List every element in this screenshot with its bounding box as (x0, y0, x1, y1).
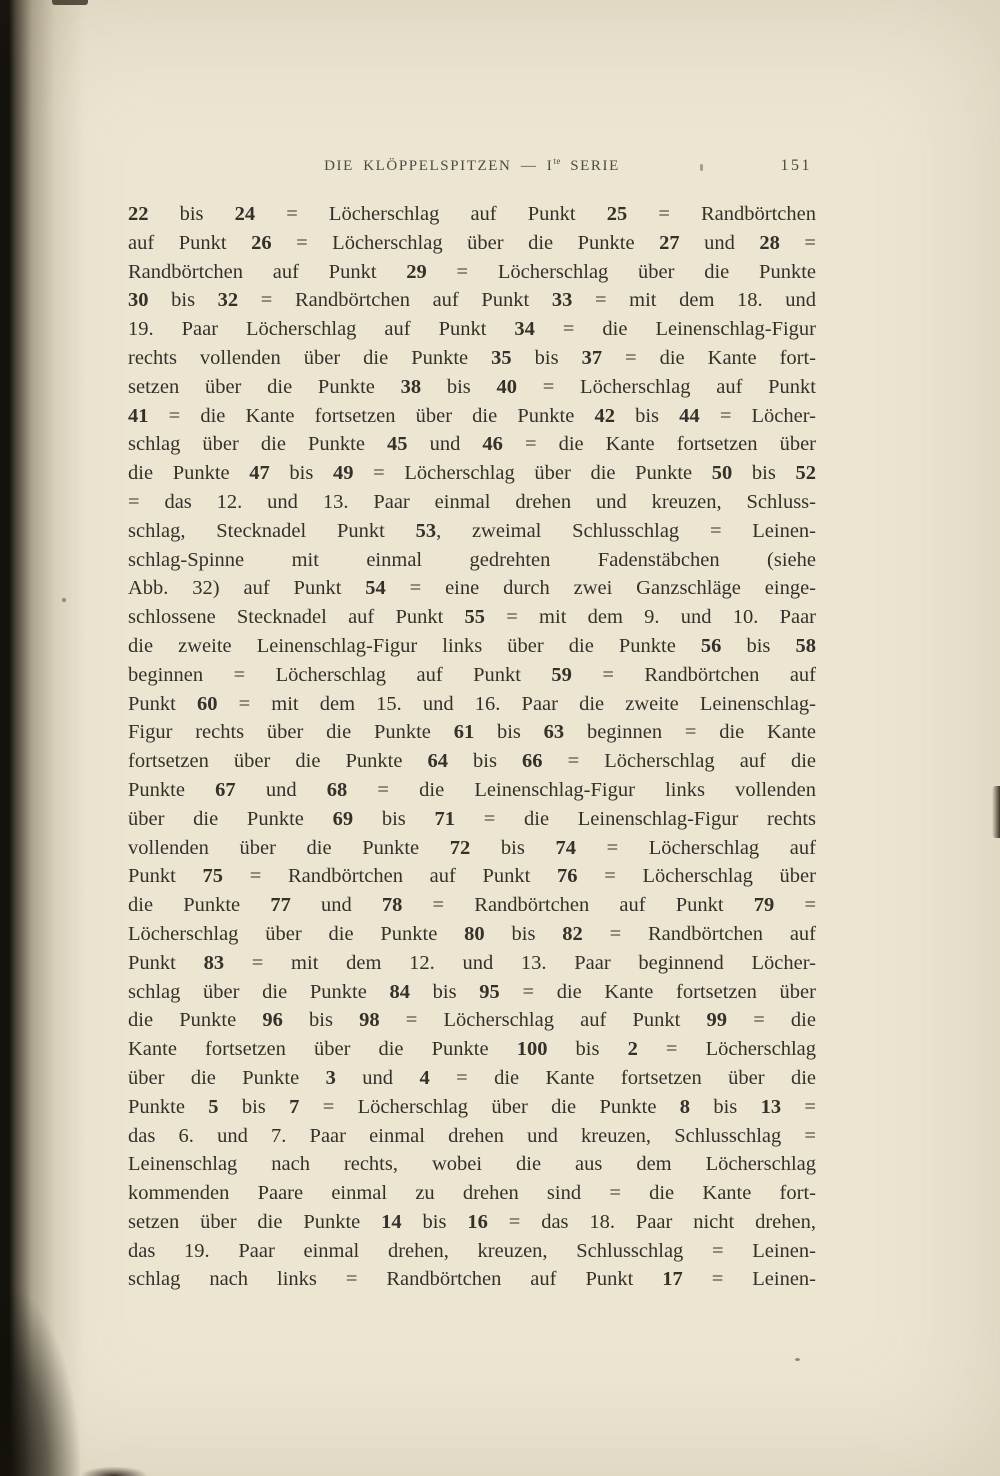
text-line (128, 1208, 816, 1237)
text-run: = mit dem 12. und 13. Paar beginnend Löcher- (224, 951, 816, 974)
text-line (128, 315, 816, 344)
text-run: = (779, 231, 816, 254)
text-line (128, 632, 816, 661)
running-title-tail: SERIE (560, 158, 620, 174)
point-number: 55 (464, 606, 486, 629)
text-line (128, 200, 816, 229)
point-number: 54 (365, 577, 386, 600)
text-run: das 19. Paar einmal drehen, kreuzen, Schlusschlag = Leinen- (128, 1239, 816, 1262)
point-number: 69 (332, 807, 354, 830)
text-run: = Löcherschlag (637, 1038, 816, 1061)
text-line (128, 949, 816, 978)
text-run: die Punkte (128, 462, 250, 485)
point-number: 78 (381, 894, 403, 917)
point-number: 49 (333, 462, 354, 485)
text-run: = Leinen- (682, 1268, 816, 1291)
text-run: Punkt (128, 951, 204, 974)
text-line (128, 286, 816, 315)
text-line (128, 690, 816, 719)
point-number: 26 (251, 231, 272, 254)
text-run: und (335, 1066, 420, 1089)
point-number: 82 (562, 922, 583, 945)
text-run: bis (410, 980, 480, 1003)
text-run: = Löcherschlag über die Punkte (426, 260, 816, 283)
point-number: 84 (389, 980, 410, 1003)
text-run: und (235, 778, 327, 801)
text-run: = mit dem 15. und 16. Paar die zweite Leinenschlag- (217, 692, 816, 715)
text-run: = die Kante fort- (602, 346, 816, 369)
page-content (128, 156, 816, 1294)
point-number: 59 (551, 663, 572, 686)
text-run: das 6. und 7. Paar einmal drehen und kreuzen, Schlusschlag = (128, 1124, 816, 1147)
text-run: = Löcherschlag über die Punkte (353, 462, 712, 485)
text-run: = Randbörtchen auf Punkt (238, 289, 552, 312)
point-number: 74 (555, 836, 576, 859)
point-number: 67 (215, 778, 236, 801)
point-number: 61 (453, 721, 475, 744)
point-number: 98 (359, 1009, 380, 1032)
text-line (128, 1122, 816, 1151)
text-run: bis (474, 721, 544, 744)
running-title-superscript: te (553, 156, 561, 166)
point-number: 17 (662, 1268, 683, 1291)
text-line (128, 459, 816, 488)
text-run: bis (401, 1210, 468, 1233)
point-number: 56 (700, 634, 722, 657)
text-line (128, 373, 816, 402)
text-run: Punkte (128, 1095, 209, 1118)
point-number: 40 (496, 375, 518, 398)
text-line (128, 1093, 816, 1122)
text-run: die zweite Leinenschlag-Figur links über die Punkte (128, 634, 701, 657)
text-run: bis (148, 289, 218, 312)
point-number: 66 (522, 750, 543, 773)
paper-speck (795, 1358, 800, 1361)
text-run: bis (484, 922, 563, 945)
text-line (128, 603, 816, 632)
text-run: = Randbörtchen auf Punkt (223, 865, 558, 888)
text-line (128, 1237, 816, 1266)
point-number: 22 (128, 203, 149, 225)
text-line (128, 1064, 816, 1093)
text-run: bis (721, 634, 796, 657)
page-number: 151 (780, 157, 812, 174)
point-number: 64 (427, 750, 448, 773)
text-run: über die Punkte (128, 807, 333, 830)
text-run: schlag über die Punkte (128, 433, 388, 456)
top-edge-mark (52, 0, 88, 5)
point-number: 2 (627, 1038, 638, 1061)
paper-speck (62, 598, 66, 602)
text-line (128, 747, 816, 776)
point-number: 29 (406, 260, 427, 283)
point-number: 41 (128, 404, 149, 427)
text-run: = das 12. und 13. Paar einmal drehen und kreuzen, Schluss- (128, 490, 816, 513)
text-run: schlossene Stecknadel auf Punkt (128, 606, 465, 629)
point-number: 13 (760, 1095, 782, 1118)
point-number: 28 (759, 231, 780, 254)
text-line (128, 891, 816, 920)
point-number: 34 (514, 318, 535, 341)
point-number: 42 (594, 404, 615, 427)
point-number: 77 (270, 894, 291, 917)
text-run: fortsetzen über die Punkte (128, 750, 428, 773)
text-run: = die Leinenschlag-Figur rechts (455, 807, 816, 830)
text-run: auf Punkt (128, 231, 252, 254)
text-run: Kante fortsetzen über die Punkte (128, 1038, 517, 1061)
running-title-main: DIE KLÖPPELSPITZEN — I (324, 158, 554, 174)
text-run: = die Leinenschlag-Figur links vollenden (347, 778, 816, 801)
point-number: 30 (128, 289, 149, 312)
point-number: 14 (381, 1210, 402, 1233)
point-number: 33 (551, 289, 573, 312)
point-number: 50 (711, 462, 733, 485)
text-line (128, 258, 816, 287)
text-run: Punkt (128, 692, 197, 715)
point-number: 79 (753, 894, 775, 917)
text-run: setzen über die Punkte (128, 1210, 382, 1233)
text-run: = Randbörtchen auf (582, 922, 816, 945)
text-run: bis (547, 1038, 628, 1061)
text-run: beginnen = Löcherschlag auf Punkt (128, 663, 552, 686)
point-number: 68 (326, 778, 348, 801)
body-text (128, 200, 816, 1294)
text-run: = Löcherschlag auf Punkt (255, 203, 607, 225)
text-line (128, 718, 816, 747)
text-run: und (407, 433, 483, 456)
text-run: schlag, Stecknadel Punkt (128, 519, 416, 542)
point-number: 8 (679, 1095, 690, 1118)
text-run: vollenden über die Punkte (128, 836, 450, 859)
text-line (128, 661, 816, 690)
text-run: 19. Paar Löcherschlag auf Punkt (128, 318, 515, 341)
text-run: und (679, 231, 760, 254)
text-run: bis (732, 462, 796, 485)
text-line (128, 805, 816, 834)
point-number: 27 (659, 231, 680, 254)
point-number: 96 (262, 1009, 283, 1032)
point-number: 58 (795, 634, 816, 657)
text-line (128, 1265, 816, 1294)
text-run: schlag über die Punkte (128, 980, 390, 1003)
text-run: = Löcherschlag über die Punkte (271, 231, 660, 254)
point-number: 52 (795, 462, 816, 485)
text-run: = mit dem 9. und 10. Paar (485, 606, 816, 629)
text-run: = Löcherschlag auf (575, 836, 816, 859)
text-run: schlag-Spinne mit einmal gedrehten Fadenstäbchen (siehe (128, 548, 816, 571)
text-run: Abb. 32) auf Punkt (128, 577, 366, 600)
text-run: bis (447, 750, 523, 773)
text-run: = die Kante fortsetzen über die Punkte (148, 404, 595, 427)
text-run: = (774, 894, 817, 917)
text-run: bis (470, 836, 556, 859)
text-run: Figur rechts über die Punkte (128, 721, 454, 744)
text-run: und (290, 894, 382, 917)
text-run: bis (353, 807, 435, 830)
point-number: 3 (325, 1066, 336, 1089)
text-line (128, 517, 816, 546)
text-line (128, 402, 816, 431)
point-number: 100 (516, 1038, 548, 1061)
text-line (128, 488, 816, 517)
point-number: 63 (543, 721, 565, 744)
point-number: 75 (202, 865, 224, 888)
text-run: = das 18. Paar nicht drehen, (487, 1210, 816, 1233)
text-run: bis (421, 375, 497, 398)
text-run: die Punkte (128, 1009, 263, 1032)
text-run: = die (727, 1009, 816, 1032)
text-run: = die Kante fortsetzen über (502, 433, 816, 456)
text-run: bis (690, 1095, 761, 1118)
text-run: = (781, 1095, 816, 1118)
text-run: = Randbörtchen auf Punkt (402, 894, 754, 917)
text-line (128, 546, 816, 575)
text-line (128, 1179, 816, 1208)
point-number: 38 (400, 375, 422, 398)
point-number: 83 (203, 951, 225, 974)
text-line (128, 834, 816, 863)
text-run: = Löcherschlag auf Punkt (517, 375, 816, 398)
text-run: schlag nach links = Randbörtchen auf Punkt (128, 1268, 663, 1291)
text-run: = die Leinenschlag-Figur (534, 318, 816, 341)
point-number: 4 (419, 1066, 430, 1089)
right-edge-mark (992, 786, 1000, 838)
point-number: 53 (415, 519, 437, 542)
text-run: = die Kante fortsetzen über die (429, 1066, 817, 1089)
text-line (128, 229, 816, 258)
text-run: = Löcherschlag über die Punkte (299, 1095, 680, 1118)
point-number: 45 (387, 433, 408, 456)
text-run: = Randbörtchen auf (571, 663, 816, 686)
text-run: = Löcher- (699, 404, 816, 427)
text-line (128, 574, 816, 603)
corner-stain (0, 1286, 80, 1476)
text-run: Punkt (128, 865, 203, 888)
text-run: Löcherschlag über die Punkte (128, 922, 465, 945)
point-number: 37 (581, 346, 603, 369)
point-number: 47 (249, 462, 270, 485)
text-run: = Randbörtchen (627, 203, 816, 225)
text-run: beginnen = die Kante (564, 721, 816, 744)
point-number: 46 (482, 433, 503, 456)
page-header (128, 156, 816, 182)
point-number: 60 (196, 692, 218, 715)
text-line (128, 430, 816, 459)
text-line (128, 978, 816, 1007)
text-run: setzen über die Punkte (128, 375, 401, 398)
text-run: kommenden Paare einmal zu drehen sind = die Kante fort- (128, 1182, 816, 1205)
text-run: bis (614, 404, 680, 427)
point-number: 71 (434, 807, 455, 830)
text-line (128, 1006, 816, 1035)
text-run: bis (282, 1009, 360, 1032)
text-run: Randbörtchen auf Punkt (128, 260, 407, 283)
point-number: 5 (208, 1095, 219, 1118)
text-line (128, 776, 816, 805)
point-number: 99 (706, 1009, 728, 1032)
text-run: die Punkte (128, 894, 271, 917)
text-run: bis (269, 462, 333, 485)
text-run: bis (218, 1095, 290, 1118)
bottom-edge-smudge (82, 1467, 146, 1476)
text-run: Punkte (128, 778, 216, 801)
text-run: = Löcherschlag über (577, 865, 816, 888)
point-number: 44 (679, 404, 700, 427)
text-run: = Löcherschlag auf die (542, 750, 816, 773)
text-line (128, 862, 816, 891)
text-line (128, 1150, 816, 1179)
text-run: = mit dem 18. und (572, 289, 816, 312)
point-number: 7 (289, 1095, 300, 1118)
point-number: 76 (557, 865, 578, 888)
point-number: 95 (479, 980, 500, 1003)
point-number: 25 (606, 203, 628, 225)
binding-gutter-shadow (0, 0, 85, 1476)
point-number: 80 (464, 922, 485, 945)
text-line (128, 1035, 816, 1064)
point-number: 16 (467, 1210, 488, 1233)
text-run: , zweimal Schlusschlag = Leinen- (436, 519, 816, 542)
text-run: bis (511, 346, 582, 369)
point-number: 35 (491, 346, 512, 369)
point-number: 72 (449, 836, 471, 859)
text-run: Leinenschlag nach rechts, wobei die aus dem Löcherschlag (128, 1153, 816, 1176)
point-number: 32 (217, 289, 239, 312)
text-run: = Löcherschlag auf Punkt (379, 1009, 707, 1032)
text-run: rechts vollenden über die Punkte (128, 346, 492, 369)
text-run: über die Punkte (128, 1066, 326, 1089)
text-line (128, 920, 816, 949)
text-run: bis (148, 203, 235, 225)
text-run: = eine durch zwei Ganzschläge einge- (385, 577, 816, 600)
running-title (128, 156, 816, 175)
text-line (128, 344, 816, 373)
text-run: = die Kante fortsetzen über (499, 980, 816, 1003)
point-number: 24 (234, 203, 256, 225)
